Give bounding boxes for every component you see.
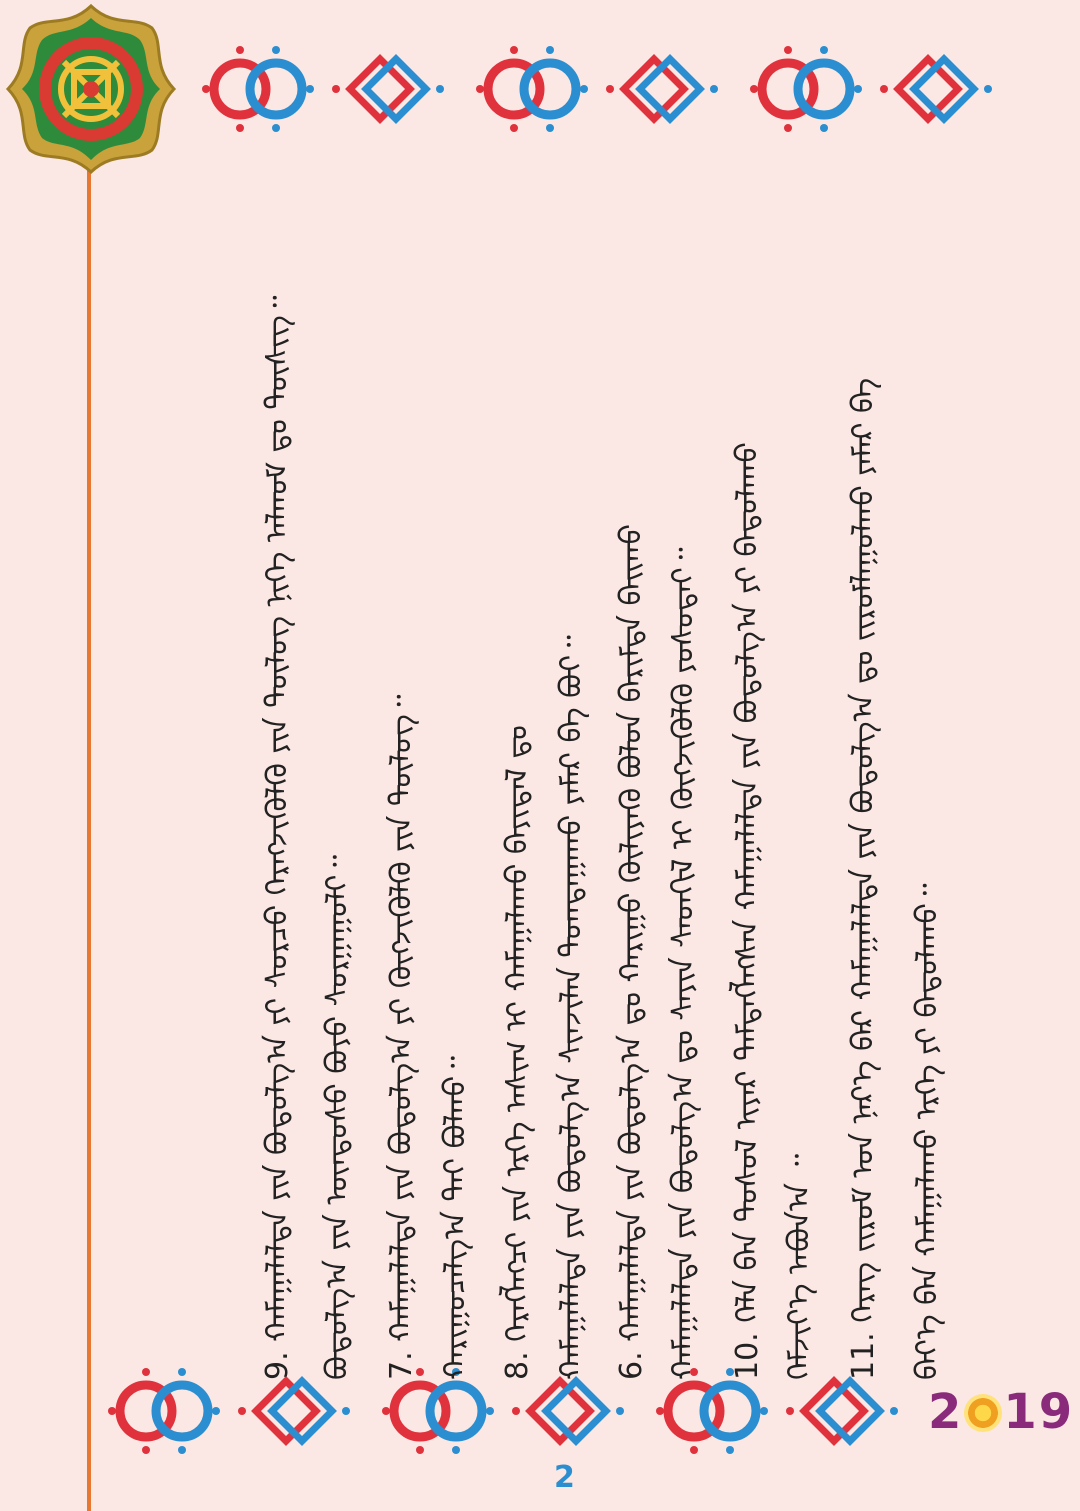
flower-icon (964, 1394, 1002, 1432)
text-column: ᠬᠠᠮᠠᠭᠠᠯᠠᠯᠲᠠ ᠶᠢᠨ ᠪᠣᠳᠣᠯᠭ᠎ᠠ ᠰᠢᠨᠵᠢᠯᠡᠨ ᠲᠣᠭᠲᠠᠭᠠᠬᠤ ᠶᠠᠮᠠᠷ ᠪᠡ ᠪᠤᠢ᠃ (554, 635, 589, 1380)
body-text (120, 150, 950, 1380)
interlocked-rings-icon (200, 44, 316, 134)
text-column: ᠬᠡᠮᠵᠢᠶ᠎ᠡ ᠠᠪᠤᠨ᠎ᠠ ᠃ (782, 1153, 817, 1380)
text-column: 8. ᠬᠡᠷᠡᠭᠯᠡᠭᠴᠢ ᠶᠢᠨ ᠡᠷᠬᠡ ᠠᠰᠢᠭ ᠢ ᠬᠠᠮᠠᠭᠠᠯᠠᠬᠤ ᠪᠠᠶᠢᠳᠠᠯ ᠳᠤ (500, 725, 535, 1380)
text-column: ᠪᠣᠳᠣᠯᠭ᠎ᠠ ᠶᠢᠨ ᠦᠨᠳᠦᠰᠦ ᠪᠤᠶᠤ ᠰᠤᠷᠭᠠᠭᠤᠯᠢ᠃ (320, 854, 355, 1380)
diamond-knot-icon (330, 44, 446, 134)
text-column: ᠬᠠᠷᠢᠭᠤᠴᠠᠯᠭ᠎ᠠ ᠲᠠᠢ ᠪᠣᠯᠬᠤ᠃ (438, 1056, 473, 1380)
page-number: 2 (554, 1460, 575, 1495)
year-label (928, 1384, 1074, 1440)
text-column: 6. ᠬᠠᠮᠠᠭᠠᠯᠠᠯᠲᠠ ᠶᠢᠨ ᠪᠣᠳᠣᠯᠭ᠎ᠠ ᠳᠤ ᠬᠠᠷᠢᠭᠤ ᠬᠦᠯᠢᠶᠡᠬᠦ ᠪᠣᠯᠤᠨ ᠪᠠᠷᠢᠮᠲᠠ ᠪᠠᠢᠬᠤ (614, 523, 649, 1380)
text-column: 10. ᠬᠡᠯᠡ ᠪᠡᠨ ᠳᠣᠰᠣᠯ ᠢᠶᠡᠷ ᠲᠡᠮᠳᠡᠭᠯᠡᠭᠰᠡᠨ ᠬᠠᠮᠠᠭᠠᠯᠠᠯᠲᠠ ᠶᠢᠨ ᠪᠣᠳᠣᠯᠭ᠎ᠠ ᠶᠢ ᠪᠠᠲᠤᠯᠠᠬᠤ (730, 442, 765, 1380)
text-column: 9. ᠬᠠᠮᠠᠭᠠᠯᠠᠯᠲᠠ ᠶᠢᠨ ᠪᠣᠳᠣᠯᠭ᠎ᠠ ᠶᠢ ᠰᠤᠷᠴᠤ ᠬᠡᠷᠡᠭᠵᠢᠭᠦᠯᠬᠦ ᠶᠢᠨ ᠲᠥᠯᠦᠭ ᠨᠢᠭᠡ ᠠᠯᠬᠤᠮ ᠳᠤ ᠲᠦᠰᠢᠭ᠃ (260, 295, 295, 1380)
left-border-line (87, 150, 91, 1511)
diamond-knot-icon (878, 44, 994, 134)
interlocked-rings-icon (748, 44, 864, 134)
interlocked-rings-icon (474, 44, 590, 134)
text-column: 7. ᠬᠠᠮᠠᠭᠠᠯᠠᠯᠲᠠ ᠶᠢᠨ ᠪᠣᠳᠣᠯᠭ᠎ᠠ ᠶᠢ ᠬᠥᠭᠵᠢᠭᠦᠯᠬᠦ ᠶᠢᠨ ᠲᠥᠯᠦᠭ᠃ (384, 694, 419, 1380)
text-column: ᠬᠠᠮᠠᠭᠠᠯᠠᠯᠲᠠ ᠶᠢᠨ ᠪᠣᠳᠣᠯᠭ᠎ᠠ ᠳᠤ ᠰᠠᠶᠢᠨ ᠰᠡᠳᠭᠢᠯ ᠢ ᠬᠥᠭᠵᠢᠭᠦᠯᠬᠦ ᠶᠤᠰᠤᠲᠠᠢ᠃ (666, 547, 701, 1380)
diamond-knot-icon (604, 44, 720, 134)
year-digit-2: 2 (928, 1384, 964, 1440)
text-column: 11. ᠬᠡᠷᠡᠭ ᠵᠢᠷᠤᠮ ᠤᠨ ᠨᠡᠷ᠎ᠡ ᠪᠡᠷ ᠬᠠᠮᠠᠭᠠᠯᠠᠯᠲᠠ ᠶᠢᠨ ᠪᠣᠳᠣᠯᠭ᠎ᠠ ᠳᠤ ᠵᠢᠷᠤᠮᠯᠠᠭᠤᠯᠬᠤ ᠶᠠᠮᠠᠷ ᠪᠡ (846, 377, 881, 1380)
year-digits-19: 19 (1003, 1384, 1075, 1440)
text-column: ᠪᠡᠶ᠎ᠡ ᠪᠡᠨ ᠬᠠᠮᠠᠭᠠᠯᠠᠬᠤ ᠡᠷᠬᠡ ᠶᠢ ᠪᠠᠲᠤᠯᠠᠬᠤ᠃ (910, 883, 945, 1380)
